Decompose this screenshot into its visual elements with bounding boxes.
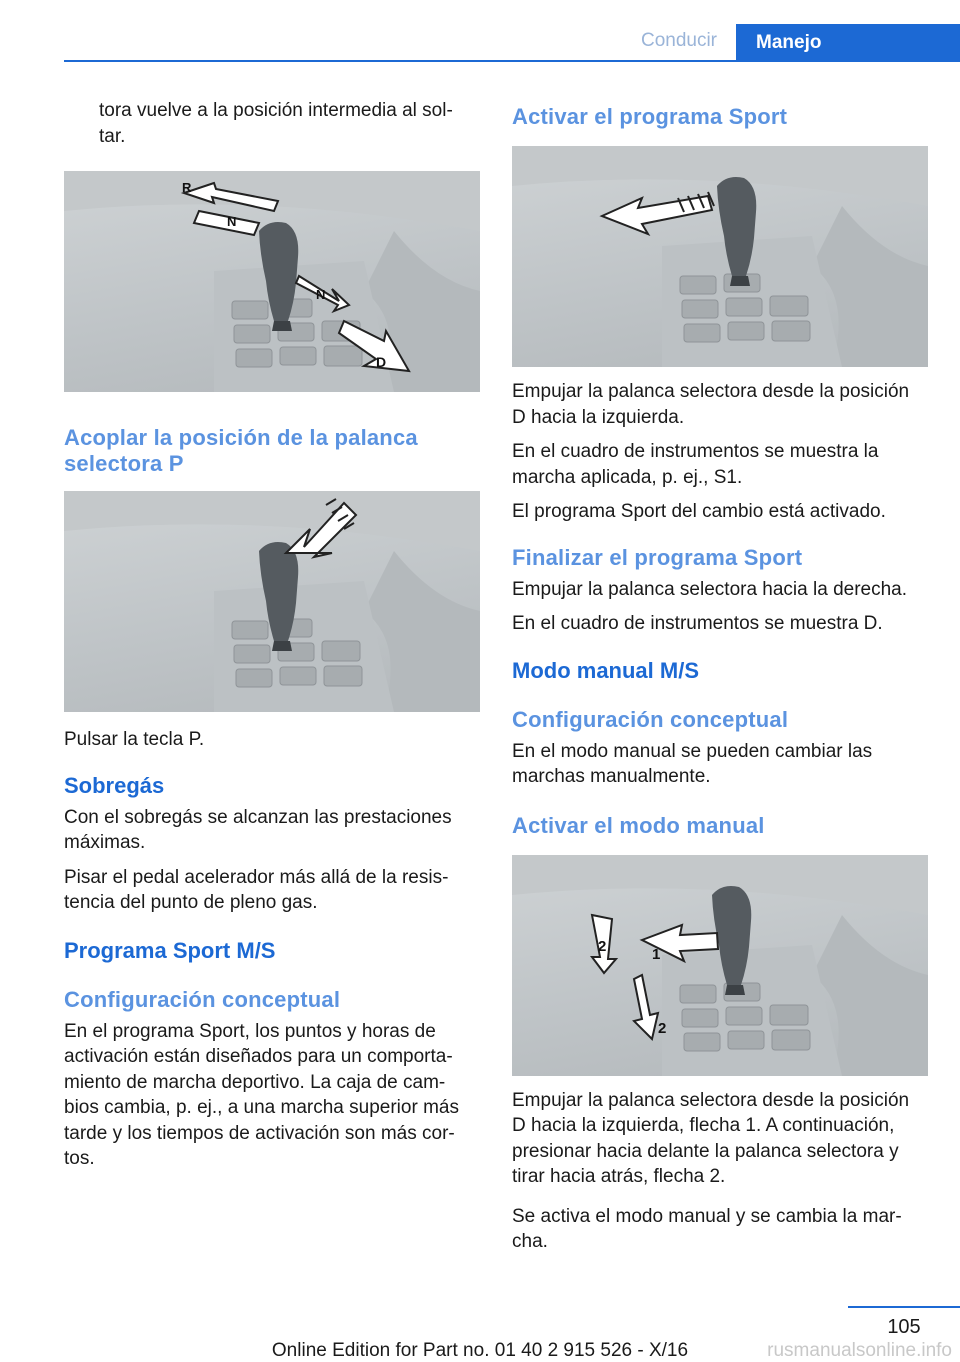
footer-rule [848,1306,960,1308]
header-section-tab[interactable]: Conducir [640,30,718,51]
paragraph-pulsar-p: Pulsar la tecla P. [64,729,205,750]
heading-activar-manual: Activar el modo manual [512,812,765,838]
heading-acoplar-p: Acoplar la posición de la palanca selectora P [64,425,418,476]
figure-label-arrow-2-up: 2 [598,937,607,955]
paragraph-configuracion-manual: En el modo manual se pueden cambiar las marchas manualmente. [512,740,873,787]
heading-modo-manual: Modo manual M/S [512,657,699,683]
figure-label-n-bottom: N [316,287,326,302]
figure-selector-lever-left [512,146,928,367]
watermark: rusmanualsonline.info [767,1340,952,1361]
paragraph-activar-sport-2: En el cuadro de instrumentos se muestra la marcha aplicada, p. ej., S1. [512,441,879,488]
heading-activar-sport: Activar el programa Sport [512,104,788,129]
heading-programa-sport: Programa Sport M/S [64,937,276,963]
figure-label-n-top: N [227,214,237,229]
figure-selector-lever-p-button [64,491,480,712]
edition-line: Online Edition for Part no. 01 40 2 915 526 - X/16 [271,1340,689,1361]
heading-sobregas: Sobregás [64,772,165,798]
header-chapter-tab[interactable]: Manejo [736,24,960,61]
heading-configuracion-manual: Configuración conceptual [512,706,789,732]
figure-label-arrow-1: 1 [652,945,661,963]
heading-finalizar-sport: Finalizar el programa Sport [512,544,803,570]
figure-selector-lever-r-n-d [64,171,480,392]
left-column [64,98,480,1181]
paragraph-finalizar-1: Empujar la palanca selectora hacia la derecha. [512,578,908,600]
figure-label-arrow-2-down: 2 [658,1019,667,1037]
figure-selector-lever-manual [512,855,928,1076]
figure-label-r: R [182,180,192,195]
figure-label-d: D [376,354,387,370]
paragraph-configuracion-sport: En el programa Sport, los puntos y horas de activación están diseñados para un comporta- miento de marcha deportivo. La caja de cam- bios cambia, p. ej., a una marcha superior más tarde y los tiempos de activación son más cor- tos. [64,1020,459,1169]
paragraph-manual-1: Empujar la palanca selectora desde la posición D hacia la izquierda, flecha 1. A continuación, presionar hacia delante la palanca selectora y tirar hacia atrás, flecha 2. [512,1089,910,1187]
paragraph-activar-sport-3: El programa Sport del cambio está activado. [512,501,886,522]
paragraph-activar-sport-1: Empujar la palanca selectora desde la posición D hacia la izquierda. [512,381,910,428]
paragraph-sobregas-1: Con el sobregás se alcanzan las prestaciones máximas. [64,806,452,853]
paragraph-manual-2: Se activa el modo manual y se cambia la mar- cha. [512,1205,902,1252]
paragraph-sobregas-2: Pisar el pedal acelerador más allá de la resis- tencia del punto de pleno gas. [64,866,449,913]
right-column [512,98,928,1264]
heading-configuracion-sport: Configuración conceptual [64,986,341,1012]
paragraph-finalizar-2: En el cuadro de instrumentos se muestra D. [512,613,883,634]
page-number: 105 [887,1316,921,1338]
intro-paragraph: tora vuelve a la posición intermedia al sol- tar. [99,100,453,147]
